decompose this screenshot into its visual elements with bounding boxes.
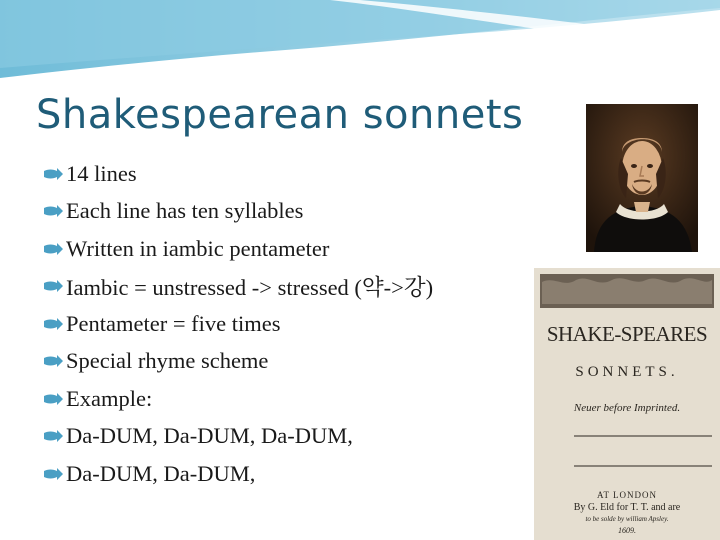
bullet-text: Da-DUM, Da-DUM, Da-DUM, — [66, 423, 353, 449]
arrow-bullet-icon — [42, 353, 64, 369]
slide-title: Shakespearean sonnets — [36, 92, 524, 138]
bullet-text: Special rhyme scheme — [66, 348, 269, 374]
arrow-bullet-icon — [42, 241, 64, 257]
list-item — [42, 305, 433, 343]
book-year: 1609. — [618, 526, 636, 535]
bullet-text: Each line has ten syllables — [66, 198, 304, 224]
bullet-list — [42, 155, 433, 493]
list-item — [42, 343, 433, 381]
arrow-bullet-icon — [42, 316, 64, 332]
list-item — [42, 418, 433, 456]
shakespeare-portrait-image — [586, 104, 698, 252]
arrow-bullet-icon — [42, 428, 64, 444]
list-item — [42, 230, 433, 268]
list-item — [42, 193, 433, 231]
arrow-bullet-icon — [42, 278, 64, 294]
list-item — [42, 268, 433, 306]
list-item — [42, 380, 433, 418]
book-title: SHAKE-SPEARES — [546, 322, 708, 346]
bullet-text: Example: — [66, 385, 153, 411]
bullet-text: 14 lines — [66, 160, 137, 186]
bullet-text: Written in iambic pentameter — [66, 235, 330, 261]
book-printer-line: By G. Eld for T. T. and are — [573, 502, 681, 513]
sonnets-book-cover — [534, 268, 720, 540]
arrow-bullet-icon — [42, 391, 64, 407]
arrow-bullet-icon — [42, 166, 64, 182]
bullet-text: Iambic = unstressed -> stressed (약->강) — [66, 275, 434, 301]
book-place: AT LONDON — [596, 490, 658, 500]
book-seller-line: to be solde by william Apsley. — [585, 515, 669, 523]
list-item — [42, 155, 433, 193]
arrow-bullet-icon — [42, 203, 64, 219]
list-item — [42, 455, 433, 493]
book-note: Neuer before Imprinted. — [573, 402, 681, 414]
header-wave-decoration — [0, 0, 720, 90]
bullet-text: Pentameter = five times — [66, 310, 281, 336]
arrow-bullet-icon — [42, 466, 64, 482]
bullet-text: Da-DUM, Da-DUM, — [66, 460, 256, 486]
book-subtitle: SONNETS. — [575, 364, 679, 380]
